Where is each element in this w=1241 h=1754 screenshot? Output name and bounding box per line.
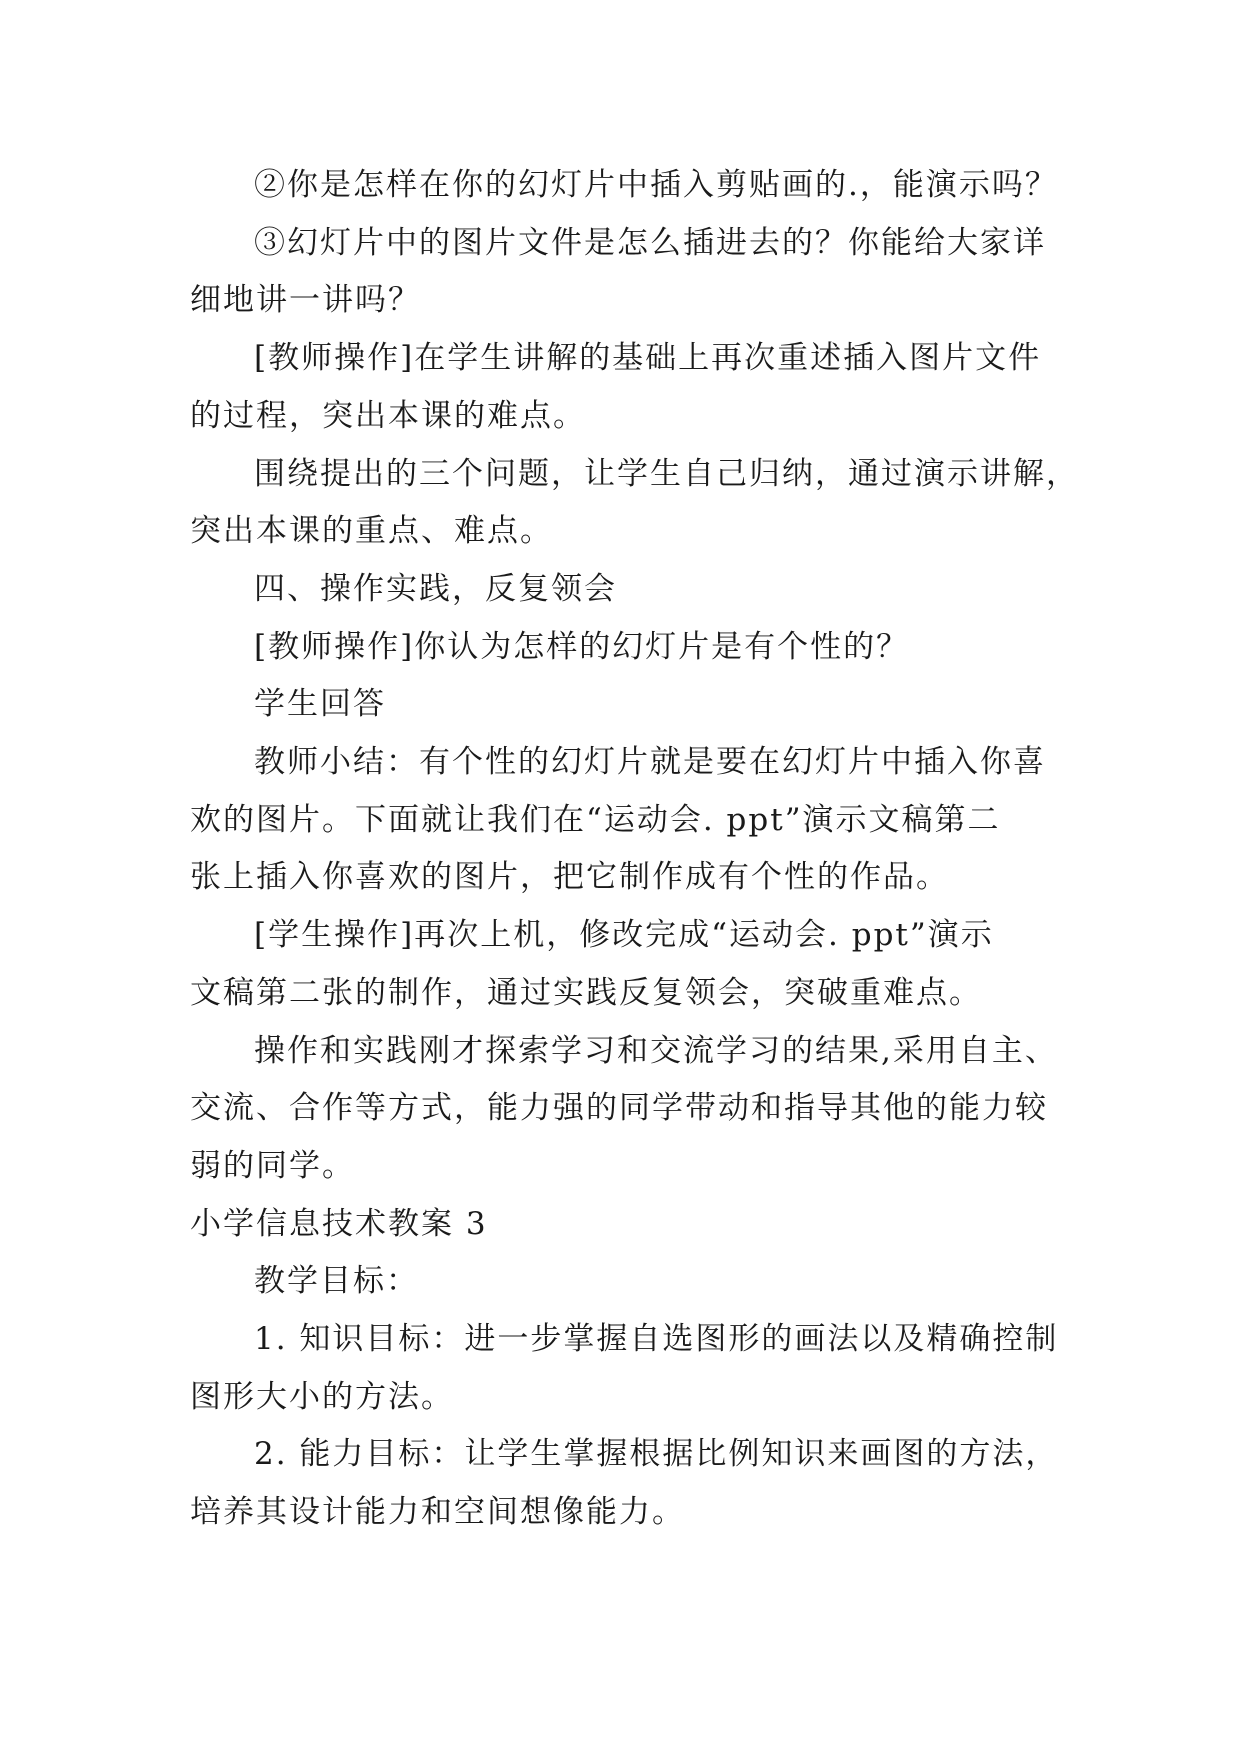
paragraph (190, 676, 1050, 734)
text-line: 1. 知识目标：进一步掌握自选图形的画法以及精确控制 (254, 1321, 1059, 1358)
text-line: 教师小结：有个性的幻灯片就是要在幻灯片中插入你喜 (254, 744, 1046, 781)
paragraph (190, 561, 1050, 619)
paragraph (190, 330, 1050, 445)
text-line: ③幻灯片中的图片文件是怎么插进去的？你能给大家详 (254, 224, 1046, 261)
text-line: 操作和实践刚才探索学习和交流学习的结果,采用自主、 (254, 1032, 1058, 1069)
text-line: 四、操作实践，反复领会 (254, 570, 617, 607)
text-line: 的过程，突出本课的难点。 (190, 397, 586, 434)
text-line: 欢的图片。下面就让我们在“运动会. ppt”演示文稿第二 (190, 801, 1001, 838)
text-line: 2. 能力目标：让学生掌握根据比例知识来画图的方法， (254, 1436, 1059, 1473)
paragraph (190, 215, 1050, 330)
paragraph (190, 734, 1050, 907)
text-line: 教学目标： (254, 1263, 419, 1300)
paragraph (190, 619, 1050, 677)
paragraph (190, 1023, 1058, 1196)
text-line: 培养其设计能力和空间想像能力。 (190, 1494, 685, 1531)
text-line: 小学信息技术教案 3 (190, 1205, 488, 1242)
text-line: 围绕提出的三个问题，让学生自己归纳，通过演示讲解， (254, 455, 1079, 492)
paragraph (190, 157, 1058, 215)
paragraph (190, 1426, 1059, 1541)
text-line: 文稿第二张的制作，通过实践反复领会，突破重难点。 (190, 974, 982, 1011)
text-line: ②你是怎样在你的幻灯片中插入剪贴画的.，能演示吗？ (254, 167, 1058, 203)
paragraph (190, 1253, 1050, 1311)
text-line: [教师操作]你认为怎样的幻灯片是有个性的？ (254, 628, 910, 665)
text-line: [学生操作]再次上机，修改完成“运动会. ppt”演示 (254, 917, 994, 954)
text-line: 细地讲一讲吗？ (190, 282, 421, 319)
paragraph (190, 907, 1050, 1022)
text-line: 突出本课的重点、难点。 (190, 513, 553, 550)
paragraph (190, 1311, 1059, 1426)
text-line: 交流、合作等方式，能力强的同学带动和指导其他的能力较 (190, 1090, 1048, 1127)
text-line: 学生回答 (254, 686, 386, 723)
document-body (190, 157, 1079, 1542)
paragraph (190, 446, 1079, 561)
text-line: 图形大小的方法。 (190, 1378, 454, 1415)
section-heading (190, 1196, 1050, 1254)
text-line: 弱的同学。 (190, 1147, 355, 1184)
text-line: 张上插入你喜欢的图片，把它制作成有个性的作品。 (190, 859, 949, 896)
text-line: [教师操作]在学生讲解的基础上再次重述插入图片文件 (254, 340, 1042, 377)
